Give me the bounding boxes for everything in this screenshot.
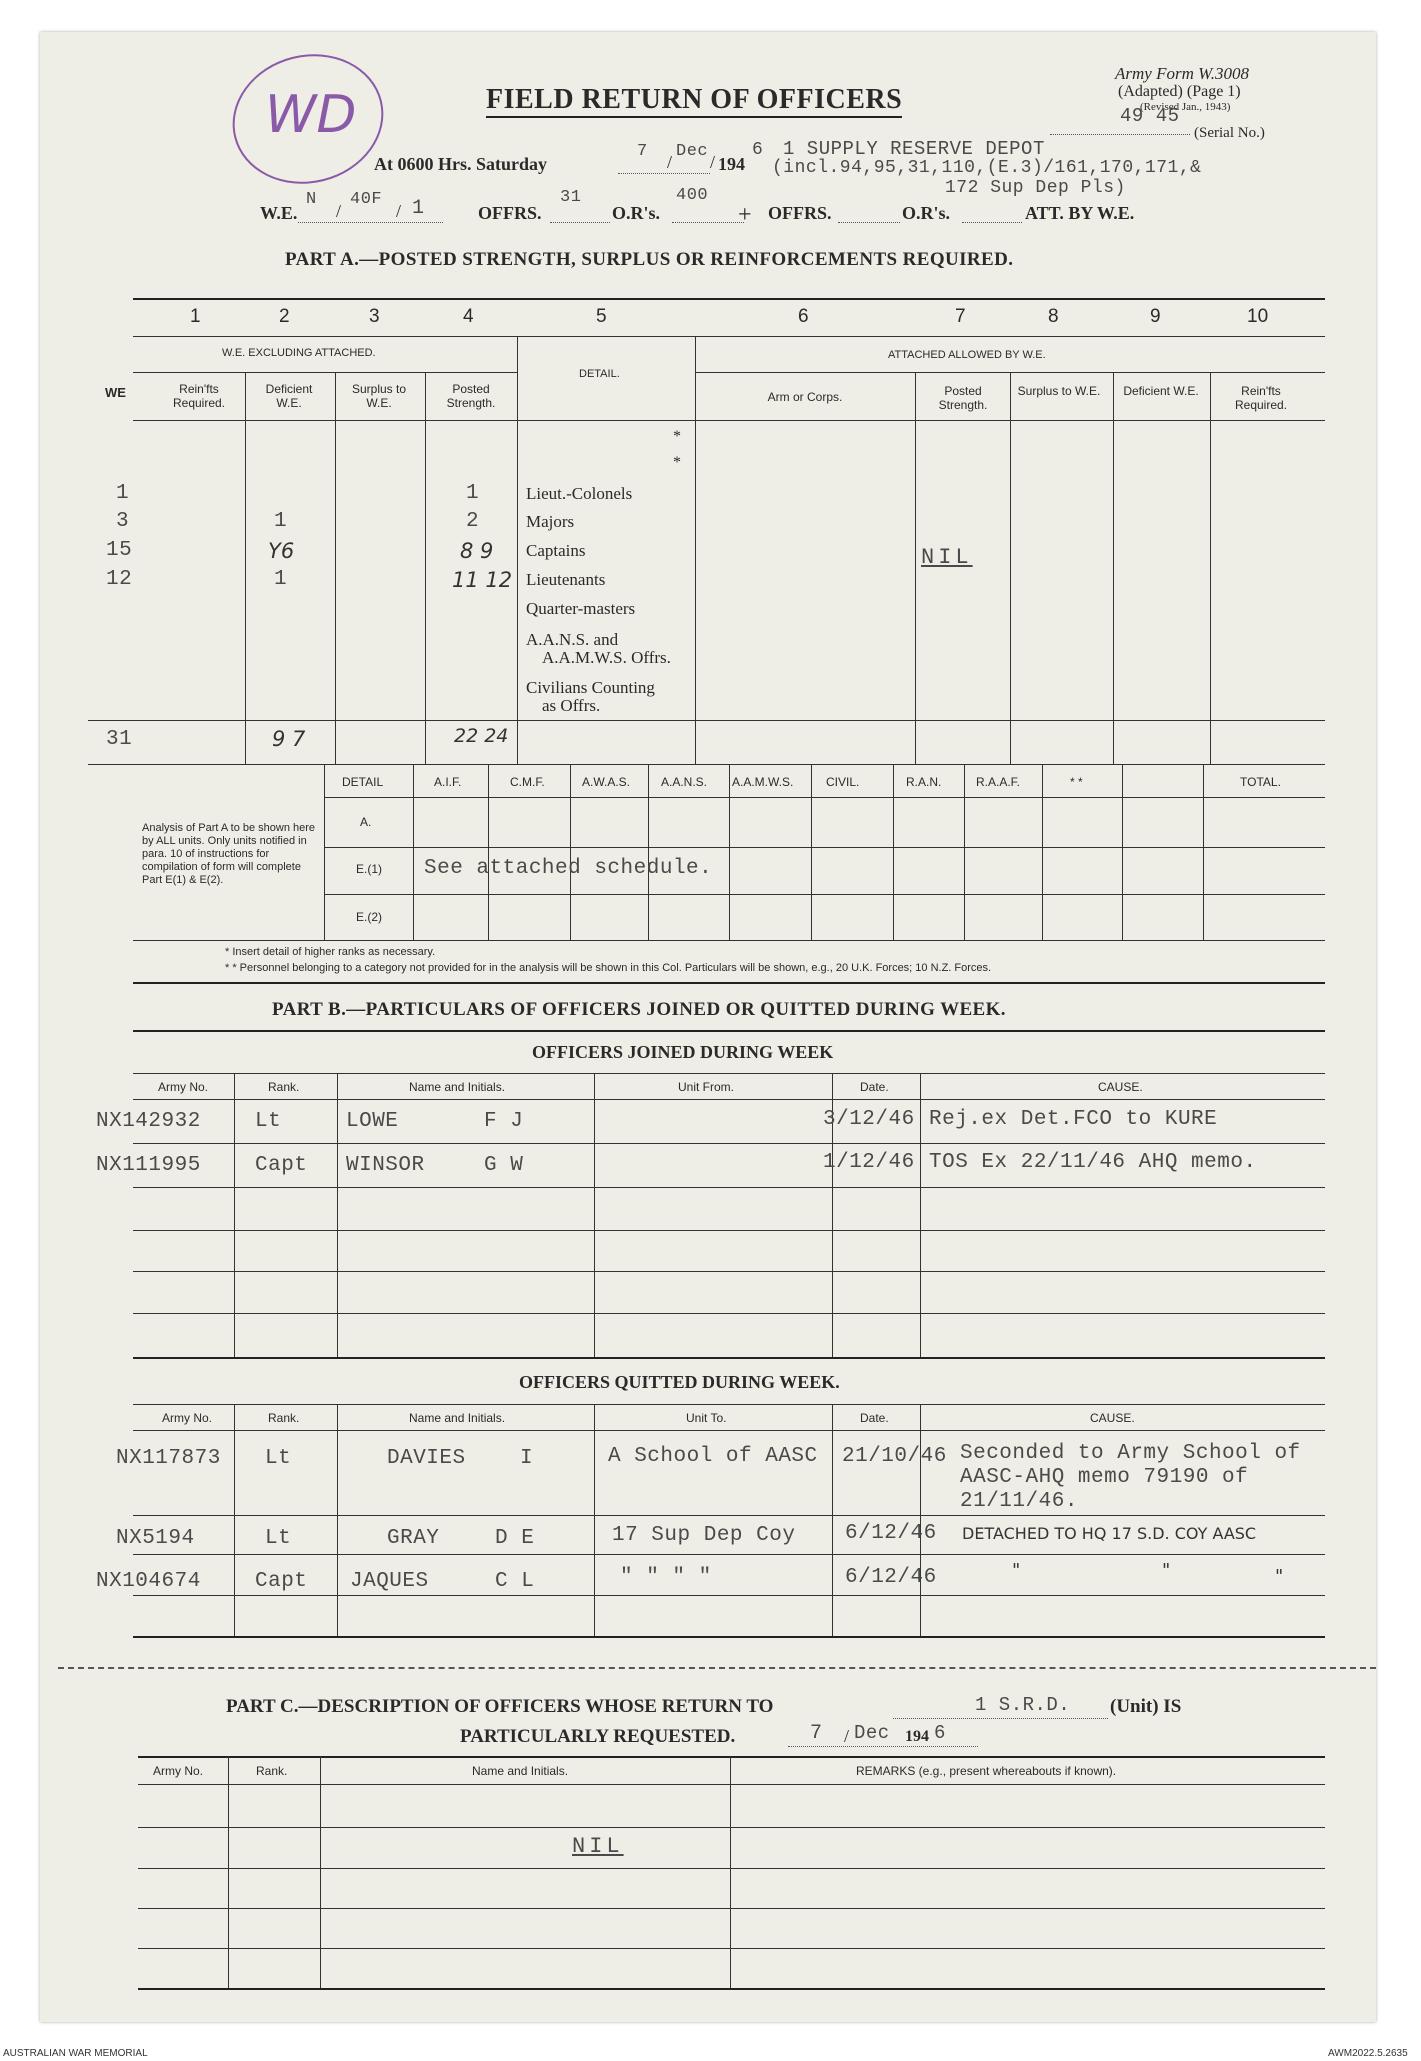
rank-aans: A.A.N.S. and	[526, 630, 619, 649]
ors-value: 400	[676, 186, 709, 205]
joined-row1-name: LOWE	[346, 1110, 399, 1133]
serial-number-dots	[1050, 134, 1190, 135]
detail-label: DETAIL.	[579, 368, 620, 380]
rank-quarter-masters: Quarter-masters	[526, 599, 636, 618]
analysis-header-aif: A.I.F.	[434, 775, 462, 789]
rank-aamws: A.A.M.W.S. Offrs.	[542, 648, 671, 667]
attached-reinfts-header: Rein'fts Required.	[1234, 384, 1288, 412]
quitted-row1-cause-2: AASC-AHQ memo 79190 of	[960, 1466, 1249, 1489]
posted-value-lieutenants: 11 12	[452, 568, 513, 592]
quitted-header-name: Name and Initials.	[409, 1411, 506, 1425]
quitted-row3-name: JAQUES	[350, 1570, 429, 1593]
part-c-title-a: PART C.—DESCRIPTION OF OFFICERS WHOSE RETURN TO	[226, 1696, 774, 1717]
joined-row1-date: 3/12/46	[823, 1108, 915, 1131]
col-number-6: 6	[798, 306, 809, 327]
offrs-label: OFFRS.	[478, 203, 542, 223]
part-a-title: PART A.—POSTED STRENGTH, SURPLUS OR REINFORCEMENTS REQUIRED.	[285, 249, 1014, 270]
col-number-9: 9	[1150, 306, 1161, 327]
total-we: 31	[106, 728, 133, 751]
date-dots	[618, 173, 710, 174]
quitted-row2-rank: Lt	[265, 1527, 292, 1550]
posted-value-majors: 2	[466, 510, 480, 533]
analysis-note: Analysis of Part A to be shown here by ALL units. Only units notified in para. 10 of instructions for compilation of form will complete Part E(1) & E(2).	[142, 822, 316, 886]
rank-as-offrs: as Offrs.	[542, 696, 601, 715]
part-c-nil: NIL	[572, 1834, 624, 1859]
part-c-unit: 1 S.R.D.	[975, 1694, 1071, 1716]
form-sheet	[40, 32, 1376, 2022]
asterisk-2: *	[673, 454, 681, 471]
we-value1: N	[306, 190, 317, 209]
deficient-we-header: Deficient W.E.	[265, 382, 313, 410]
offrs-label-2: OFFRS.	[768, 203, 832, 223]
col-number-2: 2	[279, 306, 290, 327]
part-c-header-army-no: Army No.	[153, 1764, 204, 1778]
joined-header-name: Name and Initials.	[409, 1080, 506, 1094]
deficient-value-majors: 1	[274, 510, 288, 533]
ors-label-2: O.R's.	[902, 203, 951, 223]
analysis-header-raaf: R.A.A.F.	[976, 775, 1021, 789]
analysis-header-other: * *	[1070, 775, 1083, 789]
footer-accession-number: AWM2022.5.2635	[1328, 2048, 1408, 2059]
quitted-row1-name: DAVIES	[387, 1447, 466, 1470]
quitted-row2-initials: D E	[495, 1527, 535, 1550]
col-number-10: 10	[1247, 306, 1269, 327]
col-number-3: 3	[369, 306, 380, 327]
we-excluding-attached-label: W.E. EXCLUDING ATTACHED.	[222, 347, 376, 359]
analysis-header-aans: A.A.N.S.	[661, 775, 708, 789]
analysis-header-ran: R.A.N.	[906, 775, 942, 789]
analysis-header-awas: A.W.A.S.	[582, 775, 631, 789]
arm-or-corps-header: Arm or Corps.	[767, 390, 843, 404]
part-c-title-b: (Unit) IS	[1110, 1696, 1182, 1717]
posted-value-lt-col: 1	[466, 482, 480, 505]
attached-surplus-header: Surplus to W.E.	[1017, 384, 1101, 398]
part-c-req-month: Dec	[854, 1722, 890, 1744]
joined-row2-cause: TOS Ex 22/11/46 AHQ memo.	[929, 1151, 1257, 1174]
quitted-row3-army-no: NX104674	[96, 1570, 201, 1593]
joined-row2-date: 1/12/46	[823, 1151, 915, 1174]
asterisk-1: *	[673, 428, 681, 445]
part-c-header-name: Name and Initials.	[472, 1764, 569, 1778]
analysis-row-e2: E.(2)	[356, 910, 383, 924]
we-label: W.E.	[260, 203, 298, 223]
joined-title: OFFICERS JOINED DURING WEEK	[532, 1042, 834, 1062]
quitted-header-unit-to: Unit To.	[686, 1411, 727, 1425]
deficient-value-lieutenants: 1	[274, 568, 288, 591]
unit-line2: (incl.94,95,31,110,(E.3)/161,170,171,&	[772, 158, 1202, 178]
joined-row2-rank: Capt	[255, 1154, 308, 1177]
posted-strength-header: Posted Strength.	[446, 382, 496, 410]
rank-captains: Captains	[526, 541, 586, 560]
offrs-value: 31	[560, 188, 582, 207]
posted-value-captains: 8 9	[460, 539, 494, 563]
analysis-row-e1: E.(1)	[356, 862, 383, 876]
col-number-1: 1	[190, 306, 201, 327]
part-c-req-year-prefix: 194	[905, 1728, 929, 1745]
attached-posted-strength-header: Posted Strength.	[938, 384, 988, 412]
quitted-row3-rank: Capt	[255, 1570, 308, 1593]
quitted-row1-date: 21/10/46	[842, 1445, 947, 1468]
wd-stamp-text: WD	[265, 85, 357, 145]
attached-allowed-label: ATTACHED ALLOWED BY W.E.	[888, 349, 1046, 361]
date-month: Dec	[676, 142, 709, 161]
we-value-lieutenants: 12	[106, 568, 133, 591]
see-attached-schedule: See attached schedule.	[424, 857, 713, 880]
quitted-row2-army-no: NX5194	[116, 1527, 195, 1550]
part-c-header-remarks: REMARKS (e.g., present whereabouts if known).	[856, 1764, 1117, 1778]
joined-row2-army-no: NX111995	[96, 1154, 201, 1177]
rank-majors: Majors	[526, 512, 575, 531]
deficient-value-lt-col: 1	[274, 482, 288, 505]
att-by-we-label: ATT. BY W.E.	[1025, 203, 1135, 223]
at-time-label: At 0600 Hrs. Saturday	[374, 154, 548, 174]
quitted-header-army-no: Army No.	[162, 1411, 213, 1425]
we-value-majors: 3	[116, 510, 130, 533]
joined-row1-army-no: NX142932	[96, 1110, 201, 1133]
quitted-row3-date: 6/12/46	[845, 1566, 937, 1589]
quitted-row2-name: GRAY	[387, 1527, 440, 1550]
joined-row1-cause: Rej.ex Det.FCO to KURE	[929, 1108, 1218, 1131]
analysis-header-aamws: A.A.M.W.S.	[732, 775, 794, 789]
perforation-line	[58, 1667, 1376, 1669]
footer-institution: AUSTRALIAN WAR MEMORIAL	[3, 2048, 148, 2059]
rank-civilians: Civilians Counting	[526, 678, 655, 697]
col-number-8: 8	[1048, 306, 1059, 327]
joined-header-rank: Rank.	[268, 1080, 300, 1094]
joined-row2-name: WINSOR	[346, 1154, 425, 1177]
form-id-line1: Army Form W.3008	[1115, 64, 1249, 83]
quitted-row3-cause: "	[1012, 1560, 1021, 1581]
date-year-prefix: 194	[718, 154, 745, 174]
analysis-header-detail: DETAIL	[342, 775, 384, 789]
analysis-header-cmf: C.M.F.	[510, 775, 545, 789]
joined-row1-initials: F J	[484, 1110, 524, 1133]
date-year-digit: 6	[752, 140, 764, 160]
joined-row2-initials: G W	[484, 1154, 524, 1177]
attached-deficient-header: Deficient W.E.	[1123, 384, 1199, 398]
analysis-header-civil: CIVIL.	[826, 775, 860, 789]
quitted-row1-initials: I	[520, 1447, 534, 1470]
quitted-row1-cause-3: 21/11/46.	[960, 1490, 1078, 1513]
rank-lieut-colonels: Lieut.-Colonels	[526, 484, 633, 503]
quitted-row3-cause-ditto-2: "	[1275, 1566, 1284, 1587]
surplus-to-we-header: Surplus to W.E.	[351, 382, 407, 410]
form-title: FIELD RETURN OF OFFICERS	[486, 84, 902, 118]
part-c-req-day: 7	[810, 1722, 823, 1745]
footnote-1: * Insert detail of higher ranks as necessary.	[225, 946, 436, 958]
quitted-row1-cause-1: Seconded to Army School of	[960, 1442, 1301, 1465]
quitted-row3-cause-ditto: "	[1162, 1560, 1171, 1581]
quitted-header-date: Date.	[860, 1411, 889, 1425]
we-value3: 1	[412, 197, 425, 220]
we-value-captains: 15	[106, 539, 133, 562]
quitted-header-cause: CAUSE.	[1090, 1411, 1135, 1425]
form-id-line3: (Revised Jan., 1943)	[1140, 101, 1231, 113]
quitted-row2-cause: DETACHED TO HQ 17 S.D. COY AASC	[962, 1524, 1257, 1543]
part-c-header-rank: Rank.	[256, 1764, 288, 1778]
date-day: 7	[637, 142, 648, 161]
total-deficient: 9 7	[272, 727, 306, 751]
col-number-7: 7	[955, 306, 966, 327]
quitted-row3-unit: " " " "	[620, 1566, 712, 1589]
serial-number-value: 49 45	[1120, 105, 1180, 127]
attached-nil: NIL	[921, 545, 973, 570]
serial-number-label: (Serial No.)	[1194, 125, 1265, 141]
part-b-title: PART B.—PARTICULARS OF OFFICERS JOINED OR QUITTED DURING WEEK.	[272, 999, 1006, 1020]
quitted-header-rank: Rank.	[268, 1411, 300, 1425]
quitted-title: OFFICERS QUITTED DURING WEEK.	[519, 1372, 840, 1392]
joined-header-unit-from: Unit From.	[678, 1080, 735, 1094]
footnote-2: * * Personnel belonging to a category not provided for in the analysis will be shown in this Col. Particulars will be shown, e.g., 20 U.K. Forces; 10 N.Z. Forces.	[225, 962, 992, 974]
col-number-5: 5	[596, 306, 607, 327]
quitted-row2-unit: 17 Sup Dep Coy	[612, 1524, 796, 1547]
analysis-row-a: A.	[360, 815, 372, 829]
unit-line1: 1 SUPPLY RESERVE DEPOT	[783, 138, 1045, 160]
form-id-line2: (Adapted) (Page 1)	[1118, 83, 1241, 100]
joined-header-cause: CAUSE.	[1098, 1080, 1143, 1094]
ors-label: O.R's.	[612, 203, 661, 223]
total-posted: 22 24	[454, 725, 509, 747]
quitted-row2-date: 6/12/46	[845, 1522, 937, 1545]
quitted-row3-initials: C L	[495, 1570, 535, 1593]
quitted-row1-army-no: NX117873	[116, 1447, 221, 1470]
we-value-lt-col: 1	[116, 482, 130, 505]
we-col-header: WE	[105, 385, 126, 400]
part-c-title-c: PARTICULARLY REQUESTED.	[460, 1726, 736, 1747]
quitted-row1-rank: Lt	[265, 1447, 292, 1470]
plus-sign: +	[738, 202, 752, 228]
quitted-row1-unit: A School of AASC	[608, 1445, 818, 1468]
we-value2: 40F	[350, 190, 383, 209]
reinfts-required-header: Rein'fts Required.	[172, 382, 226, 410]
rank-lieutenants: Lieutenants	[526, 570, 606, 589]
part-c-req-year-digit: 6	[934, 1722, 946, 1744]
joined-header-date: Date.	[860, 1080, 889, 1094]
joined-row1-rank: Lt	[255, 1110, 282, 1133]
col-number-4: 4	[463, 306, 474, 327]
unit-line3: 172 Sup Dep Pls)	[945, 178, 1126, 198]
joined-header-army-no: Army No.	[158, 1080, 209, 1094]
deficient-value-captains: Y6	[268, 539, 295, 563]
analysis-header-total: TOTAL.	[1240, 775, 1281, 789]
